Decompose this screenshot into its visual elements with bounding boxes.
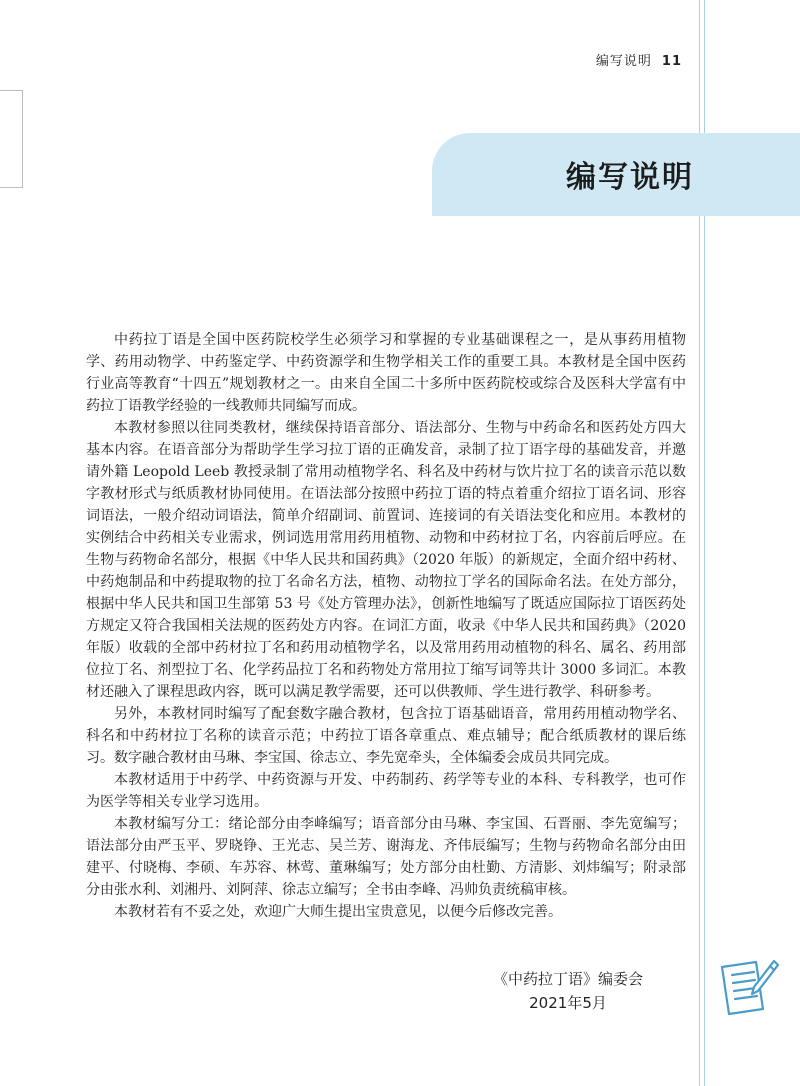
page-title: 编写说明 [566, 160, 694, 195]
paragraph: 另外，本教材同时编写了配套数字融合教材，包含拉丁语基础语音，常用药用植动物学名、科名和中药材拉丁名称的读音示范；中药拉丁语各章重点、难点辅导；配合纸质教材的课后练习。数字融合教材由马琳、李宝国、徐志立、李先宽牵头，全体编委会成员共同完成。 [86, 706, 686, 766]
page-number: 11 [661, 54, 682, 69]
notebook-pencil-icon [716, 955, 780, 1019]
title-band [432, 133, 800, 216]
signature-date: 2021年5月 [529, 994, 607, 1012]
paragraph: 本教材适用于中药学、中药资源与开发、中药制药、药学等专业的本科、专科教学，也可作为医学等相关专业学习选用。 [86, 772, 686, 810]
signature-committee: 《中药拉丁语》编委会 [492, 970, 643, 988]
paragraph: 本教材参照以往同类教材，继续保持语音部分、语法部分、生物与中药命名和医药处方四大基本内容。在语音部分为帮助学生学习拉丁语的正确发音，录制了拉丁语字母的基础发音，并邀请外籍 Leopold Leeb 教授录制了常用动植物学名、科名及中药材与饮片拉丁名的读音示范以数字教材形式与纸质教材协同使用。在语法部分按照中药拉丁语的特点着重介绍拉丁语名词、形容词语法，一般介绍动词语法，简单介绍副词、前置词、连接词的有关语法变化和应用。本教材的实例结合中药相关专业需求，例词选用常用药用植物、动物和中药材拉丁名，内容前后呼应。在生物与药物命名部分，根据《中华人民共和国药典》（2020 年版）的新规定，全面介绍中药材、中药炮制品和中药提取物的拉丁名命名方法，植物、动物拉丁学名的国际命名法。在处方部分，根据中华人民共和国卫生部第 53 号《处方管理办法》，创新性地编写了既适应国际拉丁语医药处方规定又符合我国相关法规的医药处方内容。在词汇方面，收录《中华人民共和国药典》（2020 年版）收载的全部中药材拉丁名和药用动植物学名，以及常用药用动植物的科名、属名、药用部位拉丁名、剂型拉丁名、化学药品拉丁名和药物处方常用拉丁缩写词等共计 3000 多词汇。本教材还融入了课程思政内容，既可以满足教学需要，还可以供教师、学生进行教学、科研参考。 [86, 420, 686, 700]
body-text [86, 329, 686, 923]
running-head [596, 50, 682, 69]
left-page-tab [0, 90, 23, 188]
paragraph: 中药拉丁语是全国中医药院校学生必须学习和掌握的专业基础课程之一，是从事药用植物学、药用动物学、中药鉴定学、中药资源学和生物学相关工作的重要工具。本教材是全国中医药行业高等教育“十四五”规划教材之一。由来自全国二十多所中医药院校或综合及医科大学富有中药拉丁语教学经验的一线教师共同编写而成。 [86, 332, 686, 414]
paragraph: 本教材若有不妥之处，欢迎广大师生提出宝贵意见，以便今后修改完善。 [114, 904, 562, 920]
signature-block [470, 967, 666, 1015]
running-head-section: 编写说明 [595, 54, 652, 69]
paragraph: 本教材编写分工：绪论部分由李峰编写；语音部分由马琳、李宝国、石晋丽、李先宽编写；语法部分由严玉平、罗晓铮、王光志、吴兰芳、谢海龙、齐伟辰编写；生物与药物命名部分由田建平、付晓梅、李硕、车苏容、林莺、董琳编写；处方部分由杜勤、方清影、刘炜编写；附录部分由张水利、刘湘丹、刘阿萍、徐志立编写；全书由李峰、冯帅负责统稿审核。 [86, 816, 686, 898]
